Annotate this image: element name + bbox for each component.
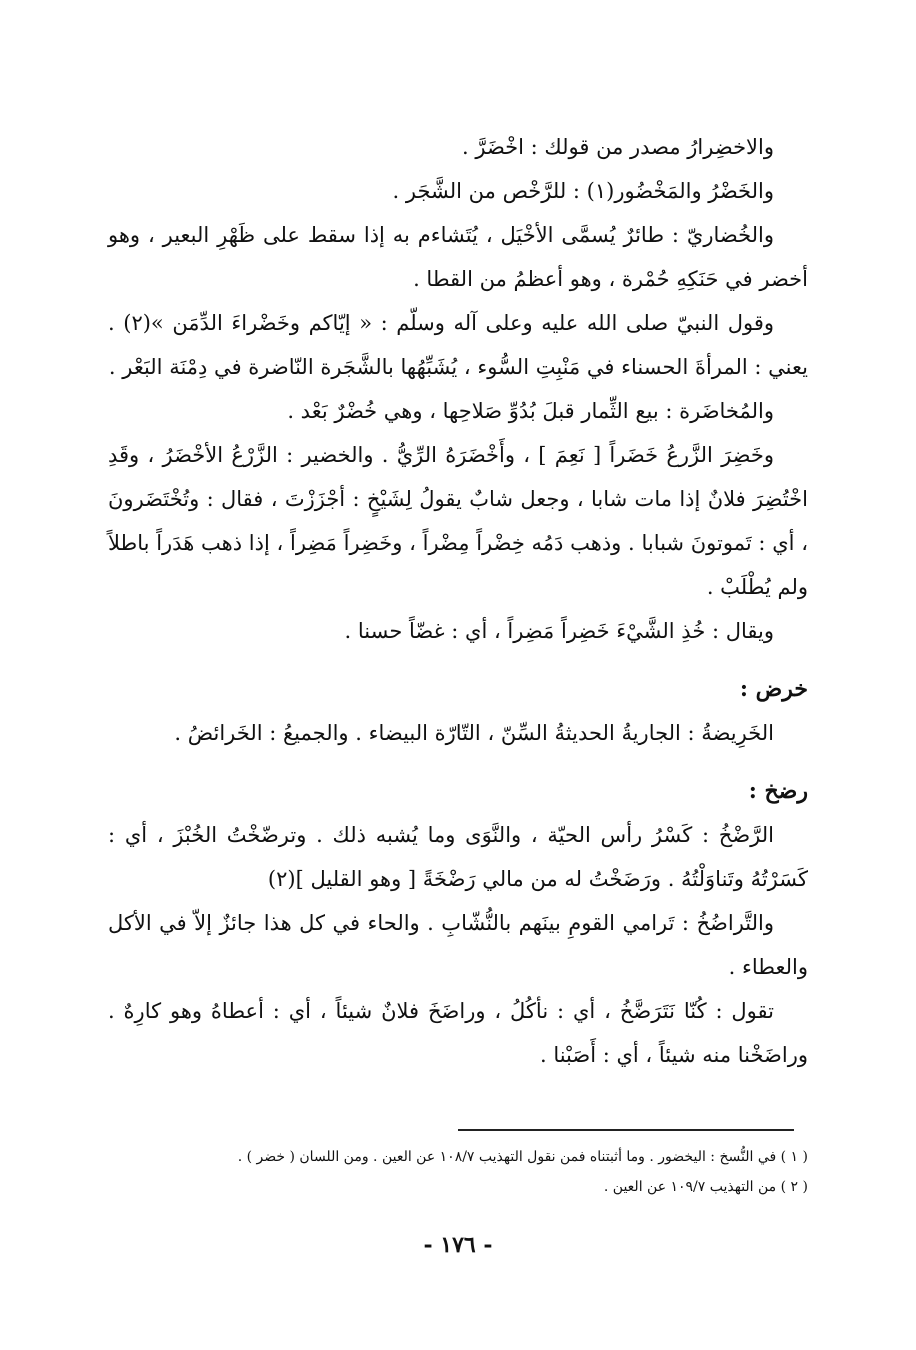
page-number: - ١٧٦ - [423, 1232, 493, 1258]
paragraph-khudari: والخُضاريّ : طائرٌ يُسمَّى الأخْيَل ، يُتَشاءم به إذا سقط على ظَهْرِ البعير ، وهو أخضر في حَنَكِهِ حُمْرة ، وهو أعظمُ من القطا . [108, 223, 808, 291]
entry-heading-khrd: خرض : [739, 676, 808, 702]
footnotes [108, 1142, 808, 1202]
footnote-divider [458, 1129, 794, 1131]
paragraph-hadith: وقول النبيّ صلى الله عليه وعلى آله وسلّم : « إيّاكم وخَضْراءَ الدِّمَن »(٢) . يعني : المرأةَ الحسناء في مَنْبِتِ السُّوء ، يُشَبِّهُها بالشَّجَرة النّاضرة في دِمْنَة البَعْر . [108, 311, 808, 379]
paragraph-ikhdirar: والاخضِرارُ مصدر من قولك : اخْضَرَّ . [462, 135, 774, 159]
entry-heading-rdkh: رضخ : [748, 778, 808, 804]
paragraph-khadr: والخَضْرُ والمَخْضُور(١) : للرَّخْص من الشَّجَر . [392, 179, 774, 203]
paragraph-kharida: الخَرِيضةُ : الجاريةُ الحديثةُ السِّنّ ، التّارّة البيضاء . والجميعُ : الخَرائضُ . [174, 721, 774, 745]
paragraph-radkh: الرَّضْخُ : كَسْرُ رأس الحيّة ، والنَّوَى وما يُشبه ذلك . وترضّخْتُ الخُبْزَ ، أي : كَسَرْتُهُ وتَناوَلْتُهُ . ورَضَخْتُ له من مالي رَضْخَةً [ وهو القليل ](٢) [108, 823, 808, 891]
paragraph-mukhadara: والمُخاضَرة : بيع الثِّمار قبلَ بُدُوِّ صَلاحِها ، وهي خُضْرٌ بَعْد . [287, 399, 774, 423]
paragraph-yuqal: ويقال : خُذِ الشَّيْءَ خَضِراً مَضِراً ، أي : غضّاً حسنا . [344, 619, 774, 643]
paragraph-taqul: تقول : كُنّا نَتَرَضَّخُ ، أي : نأكُلُ ، وراضَخَ فلانٌ شيئاً ، أي : أعطاهُ وهو كارِهٌ . وراضَخْنا منه شيئاً ، أي : أَصَبْنا . [108, 999, 808, 1067]
footnote-1: ( ١ ) في النُّسخ : اليخضور . وما أثبتناه فمن نقول التهذيب ١٠٨/٧ عن العين . ومن اللسان ( خضر ) . [237, 1149, 808, 1165]
footnote-2: ( ٢ ) من التهذيب ١٠٩/٧ عن العين . [603, 1179, 808, 1195]
paragraph-khadira-zar: وخَضِرَ الزَّرعُ خَضَراً [ نَعِمَ ] ، وأَخْضَرَهُ الرِّيُّ . والخضير : الزَّرْعُ الأخْضَرُ ، وقَدِ اخْتُضِرَ فلانٌ إذا مات شابا ، وجعل شابٌ يقولُ لِشَيْخٍ : أجْزَزْتَ ، فقال : وتُخْتَضَرونَ ، أي : تَموتونَ شبابا . وذهب دَمُه خِضْراً مِضْراً ، وخَضِراً مَضِراً ، إذا ذهب هَدَراً باطلاً ولم يُطْلَبْ . [108, 443, 808, 599]
paragraph-taradukh: والتَّراضُخُ : تَرامي القومِ بينَهم بالنُّشّابِ . والحاء في كل هذا جائزٌ إلاّ في الأكل والعطاء . [108, 911, 808, 979]
main-text [108, 125, 808, 1077]
